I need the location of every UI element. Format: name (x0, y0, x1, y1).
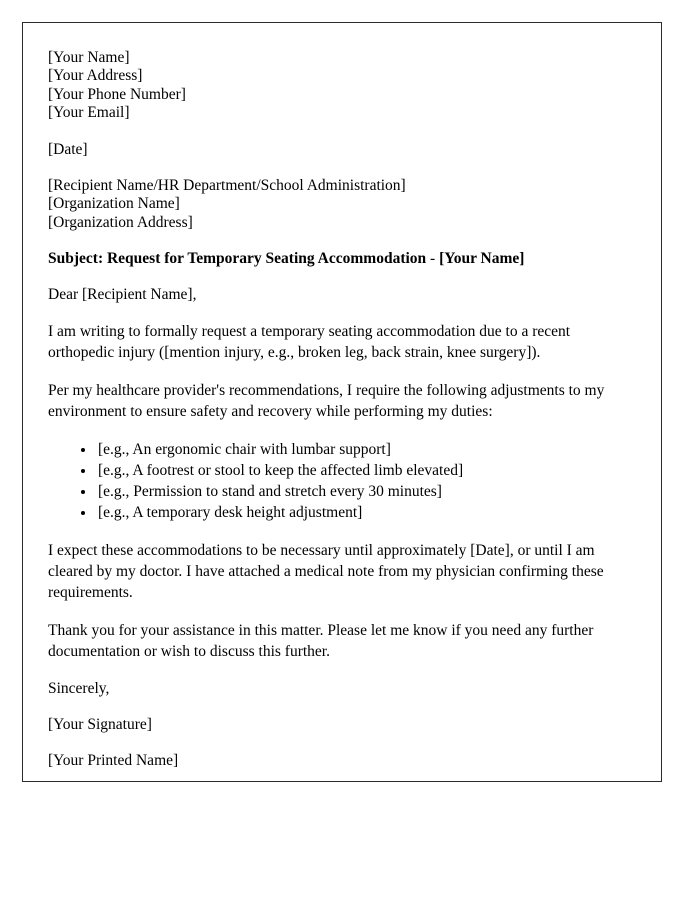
recipient-address-block (48, 177, 628, 232)
sender-name: [Your Name] (48, 49, 130, 66)
closing-line: Sincerely, (48, 680, 110, 698)
sender-address: [Your Address] (48, 67, 143, 85)
body-paragraph-2: Per my healthcare provider's recommendations, I require the following adjustments to my environment to ensure safety and recovery while performing my duties: (48, 382, 605, 421)
date-line: [Date] (48, 140, 88, 158)
salutation-line: Dear [Recipient Name], (48, 286, 197, 304)
recipient-organization-address: [Organization Address] (48, 213, 193, 231)
recipient-name: [Recipient Name/HR Department/School Administration] (48, 177, 406, 195)
recipient-organization: [Organization Name] (48, 195, 180, 213)
sender-email: [Your Email] (48, 104, 130, 122)
body-paragraph-4: Thank you for your assistance in this matter. Please let me know if you need any further documentation or wish to discuss this further. (48, 622, 594, 661)
body-paragraph-3: I expect these accommodations to be necessary until approximately [Date], or until I am cleared by my doctor. I have attached a medical note from my physician confirming these requirements. (48, 542, 604, 602)
subject-main-text: Subject: Request for Temporary Seating Accommodation (48, 250, 427, 268)
sender-phone: [Your Phone Number] (48, 85, 186, 103)
sender-address-block (48, 49, 628, 123)
list-item: • [e.g., Permission to stand and stretch every 30 minutes] (96, 481, 628, 502)
signature-placeholder: [Your Signature] (48, 716, 152, 734)
list-item: • [e.g., A temporary desk height adjustment] (96, 502, 628, 523)
subject-name-placeholder: [Your Name] (439, 250, 525, 268)
letter-content (48, 49, 628, 770)
subject-separator: - (426, 250, 440, 268)
document-page (22, 22, 662, 782)
list-item: • [e.g., An ergonomic chair with lumbar support] (96, 439, 628, 460)
body-paragraph-1: I am writing to formally request a temporary seating accommodation due to a recent orthopedic injury ([mention injury, e.g., broken leg, back strain, knee surgery]). (48, 323, 571, 362)
list-item: • [e.g., A footrest or stool to keep the affected limb elevated] (96, 460, 628, 481)
printed-name-placeholder: [Your Printed Name] (48, 752, 179, 770)
subject-line (48, 249, 628, 268)
accommodations-list (48, 439, 628, 523)
